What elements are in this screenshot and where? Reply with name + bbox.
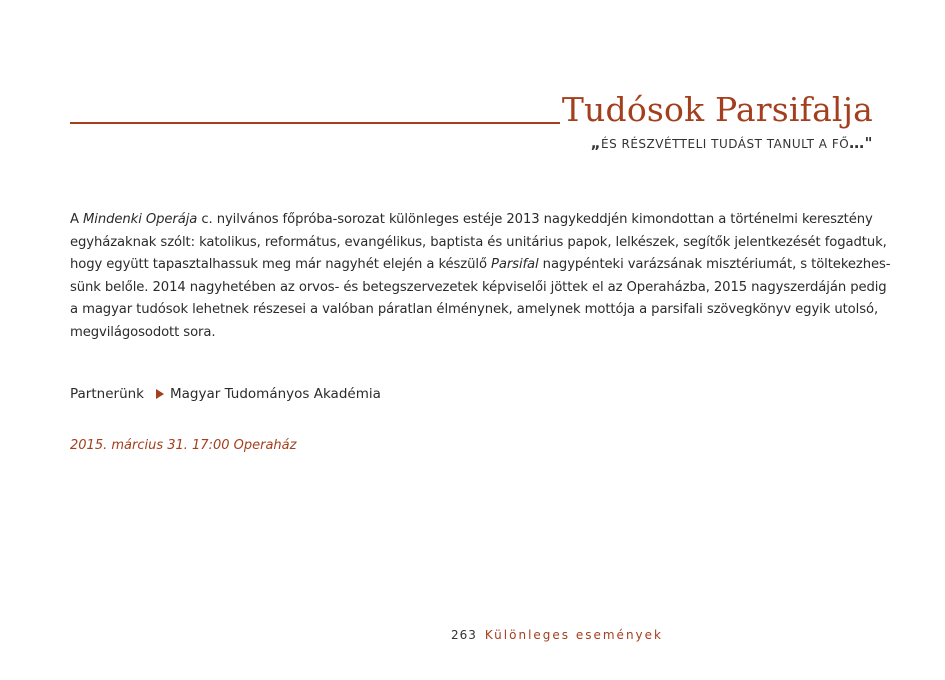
body-paragraph <box>70 209 891 344</box>
page-footer <box>451 628 663 642</box>
section-name: Különleges események <box>484 628 663 642</box>
title-rule <box>70 122 560 124</box>
body-text: hogy együtt tapasztalhassuk meg már nagyhét elején a készülő <box>70 257 492 272</box>
partner-name: Magyar Tudományos Akadémia <box>170 386 381 402</box>
body-line: a magyar tudósok lehetnek részesei a valóban páratlan élménynek, amelynek mottója a parsifali szövegkönyv egyik utolsó, <box>70 302 879 317</box>
page-number: 263 <box>451 628 477 642</box>
body-italic-title: Mindenki Operája <box>83 212 198 227</box>
triangle-arrow-icon <box>156 389 164 399</box>
body-line <box>70 209 876 232</box>
body-line: egyházaknak szólt: katolikus, református, evangélikus, baptista és unitárius papok, lelkészek, segítők jelentkezését fogadtuk, <box>70 234 887 250</box>
event-date: 2015. március 31. 17:00 Operaház <box>70 438 297 453</box>
subtitle-open-quote: „ <box>590 134 601 152</box>
subtitle-close-quote: …" <box>849 134 873 152</box>
partner-line <box>70 386 381 402</box>
body-line: megvilágosodott sora. <box>70 324 216 340</box>
page-subtitle <box>591 134 873 152</box>
body-text: c. nyilvános főpróba-sorozat különleges estéje 2013 nagykeddjén kimondottan a történelmi keresztény <box>197 212 873 227</box>
body-text: nagypénteki varázsának misztériumát, s töltekezhes- <box>538 257 891 272</box>
body-italic-title: Parsifal <box>491 257 539 272</box>
page-title: Tudósok Parsifalja <box>561 90 873 129</box>
body-text: A <box>70 212 84 227</box>
subtitle-text: ÉS RÉSZVÉTTELI TUDÁST TANULT A FŐ <box>601 137 850 151</box>
body-line: sünk belőle. 2014 nagyhetében az orvos- és betegszervezetek képviselői jöttek el az Operaházba, 2015 nagyszerdáján pedig <box>70 279 887 295</box>
partner-label: Partnerünk <box>70 386 144 402</box>
body-line <box>70 254 891 277</box>
